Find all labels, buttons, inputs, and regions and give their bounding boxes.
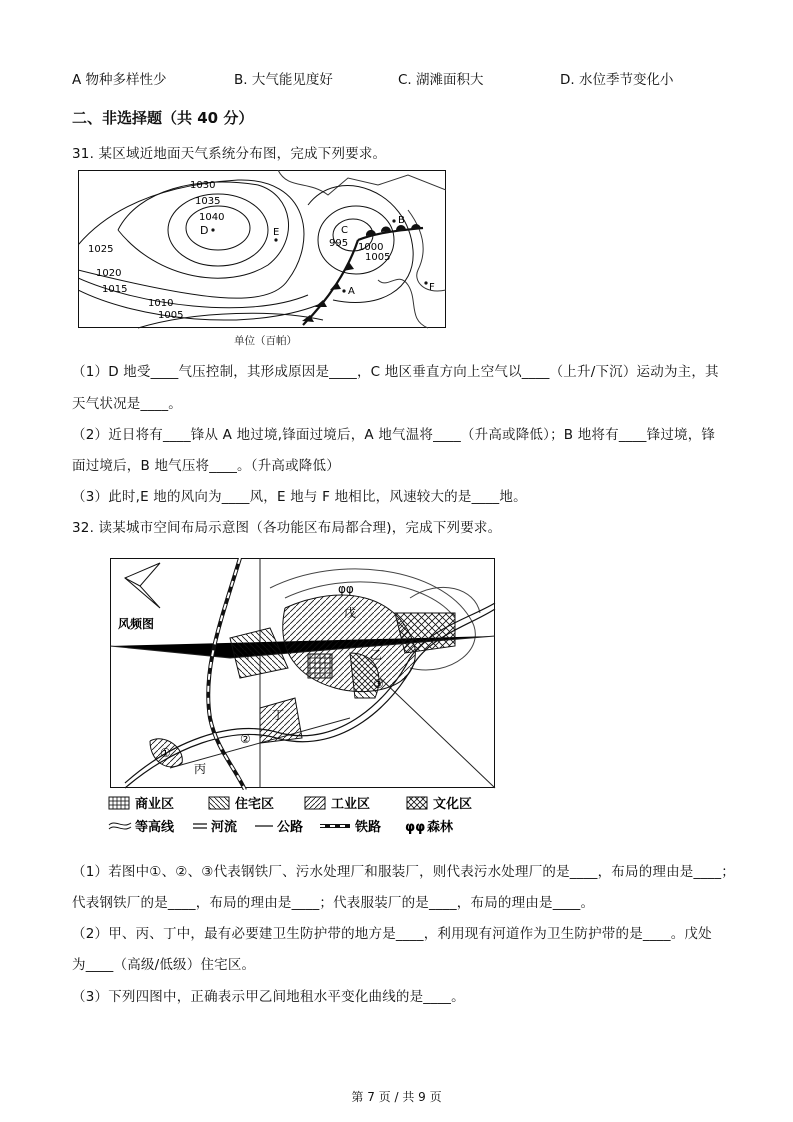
legend-commercial: 商业区	[135, 797, 175, 812]
legend-cultural: 文化区	[433, 797, 473, 812]
site-3: ③	[373, 677, 384, 691]
q32-sub1-line1: （1）若图中①、②、③代表钢铁厂、污水处理厂和服装厂，则代表污水处理厂的是____，布局的理由是____；	[72, 864, 735, 880]
q31-sub2-line1: （2）近日将有____锋从 A 地过境,锋面过境后，A 地气温将____（升高或降低）；B 地将有____锋过境，锋	[72, 427, 716, 443]
q32-sub2-line1: （2）甲、丙、丁中，最有必要建卫生防护带的地方是____，利用现有河道作为卫生防护带的是____。戊处	[72, 926, 712, 942]
q31-sub3: （3）此时,E 地的风向为____风，E 地与 F 地相比，风速较大的是____地。	[72, 489, 527, 505]
zone-label-jia: 甲	[242, 648, 255, 662]
city-layout-map	[110, 558, 496, 790]
point-label-f: F	[429, 282, 435, 293]
q32-sub1-line2: 代表钢铁厂的是____，布局的理由是____；代表服装厂的是____，布局的理由是____。	[72, 895, 595, 911]
isobar-label: 1000	[358, 242, 384, 253]
q32-sub2-line2: 为____（高级/低级）住宅区。	[72, 957, 256, 973]
point-label-a: A	[348, 286, 355, 297]
legend-road: 公路	[277, 820, 304, 835]
zone-label-yi: 乙	[370, 648, 383, 662]
point-label-c: C	[341, 225, 348, 236]
isobar-label: 1005	[365, 252, 391, 263]
isobar-label: 995	[329, 238, 349, 249]
legend-forest: 森林	[427, 820, 454, 835]
point-label-b: B	[398, 215, 405, 226]
forest-symbol: φφ	[338, 582, 354, 596]
point-label-e: E	[273, 227, 280, 238]
section-title: 二、非选择题（共 40 分）	[72, 109, 254, 127]
isobar-label: 1035	[195, 196, 221, 207]
q32-sub3: （3）下列四图中，正确表示甲乙间地租水平变化曲线的是____。	[72, 989, 465, 1005]
page-footer: 第 7 页 / 共 9 页	[351, 1090, 442, 1104]
point-label-d: D	[200, 224, 209, 237]
isobar-label: 1010	[148, 298, 174, 309]
q31-stem: 31. 某区域近地面天气系统分布图，完成下列要求。	[72, 146, 387, 162]
isobar-label: 1030	[190, 180, 216, 191]
map-legend	[105, 793, 505, 835]
site-2: ②	[240, 732, 251, 746]
option-a: A 物种多样性少	[72, 72, 167, 88]
q31-sub1-line2: 天气状况是____。	[72, 396, 182, 412]
isobar-label: 1015	[102, 284, 128, 295]
wind-rose-label: 风频图	[118, 617, 155, 631]
isobar-label: 1005	[158, 310, 184, 321]
option-c: C. 湖滩面积大	[398, 72, 484, 88]
legend-residential: 住宅区	[235, 797, 275, 812]
zone-label-wu: 戊	[344, 606, 357, 620]
site-1: ①	[160, 746, 171, 760]
option-b: B. 大气能见度好	[234, 72, 333, 88]
zone-label-bing: 丙	[194, 762, 207, 776]
legend-river: 河流	[211, 820, 238, 835]
zone-label-ding: 丁	[272, 708, 285, 722]
weather-map	[78, 170, 446, 330]
legend-contour: 等高线	[135, 820, 175, 835]
legend-forest-symbol: φφ	[405, 820, 426, 835]
q31-sub2-line2: 面过境后，B 地气压将____。（升高或降低）	[72, 458, 340, 474]
q31-sub1-line1: （1）D 地受____气压控制，其形成原因是____，C 地区垂直方向上空气以____（上升/下沉）运动为主，其	[72, 364, 719, 380]
option-d: D. 水位季节变化小	[560, 72, 674, 88]
isobar-label: 1025	[88, 244, 114, 255]
isobar-label: 1040	[199, 212, 225, 223]
map-unit-caption: 单位（百帕）	[234, 335, 297, 347]
q32-stem: 32. 读某城市空间布局示意图（各功能区布局都合理)，完成下列要求。	[72, 520, 502, 536]
legend-industrial: 工业区	[331, 797, 371, 812]
legend-railway: 铁路	[355, 820, 382, 835]
isobar-label: 1020	[96, 268, 122, 279]
